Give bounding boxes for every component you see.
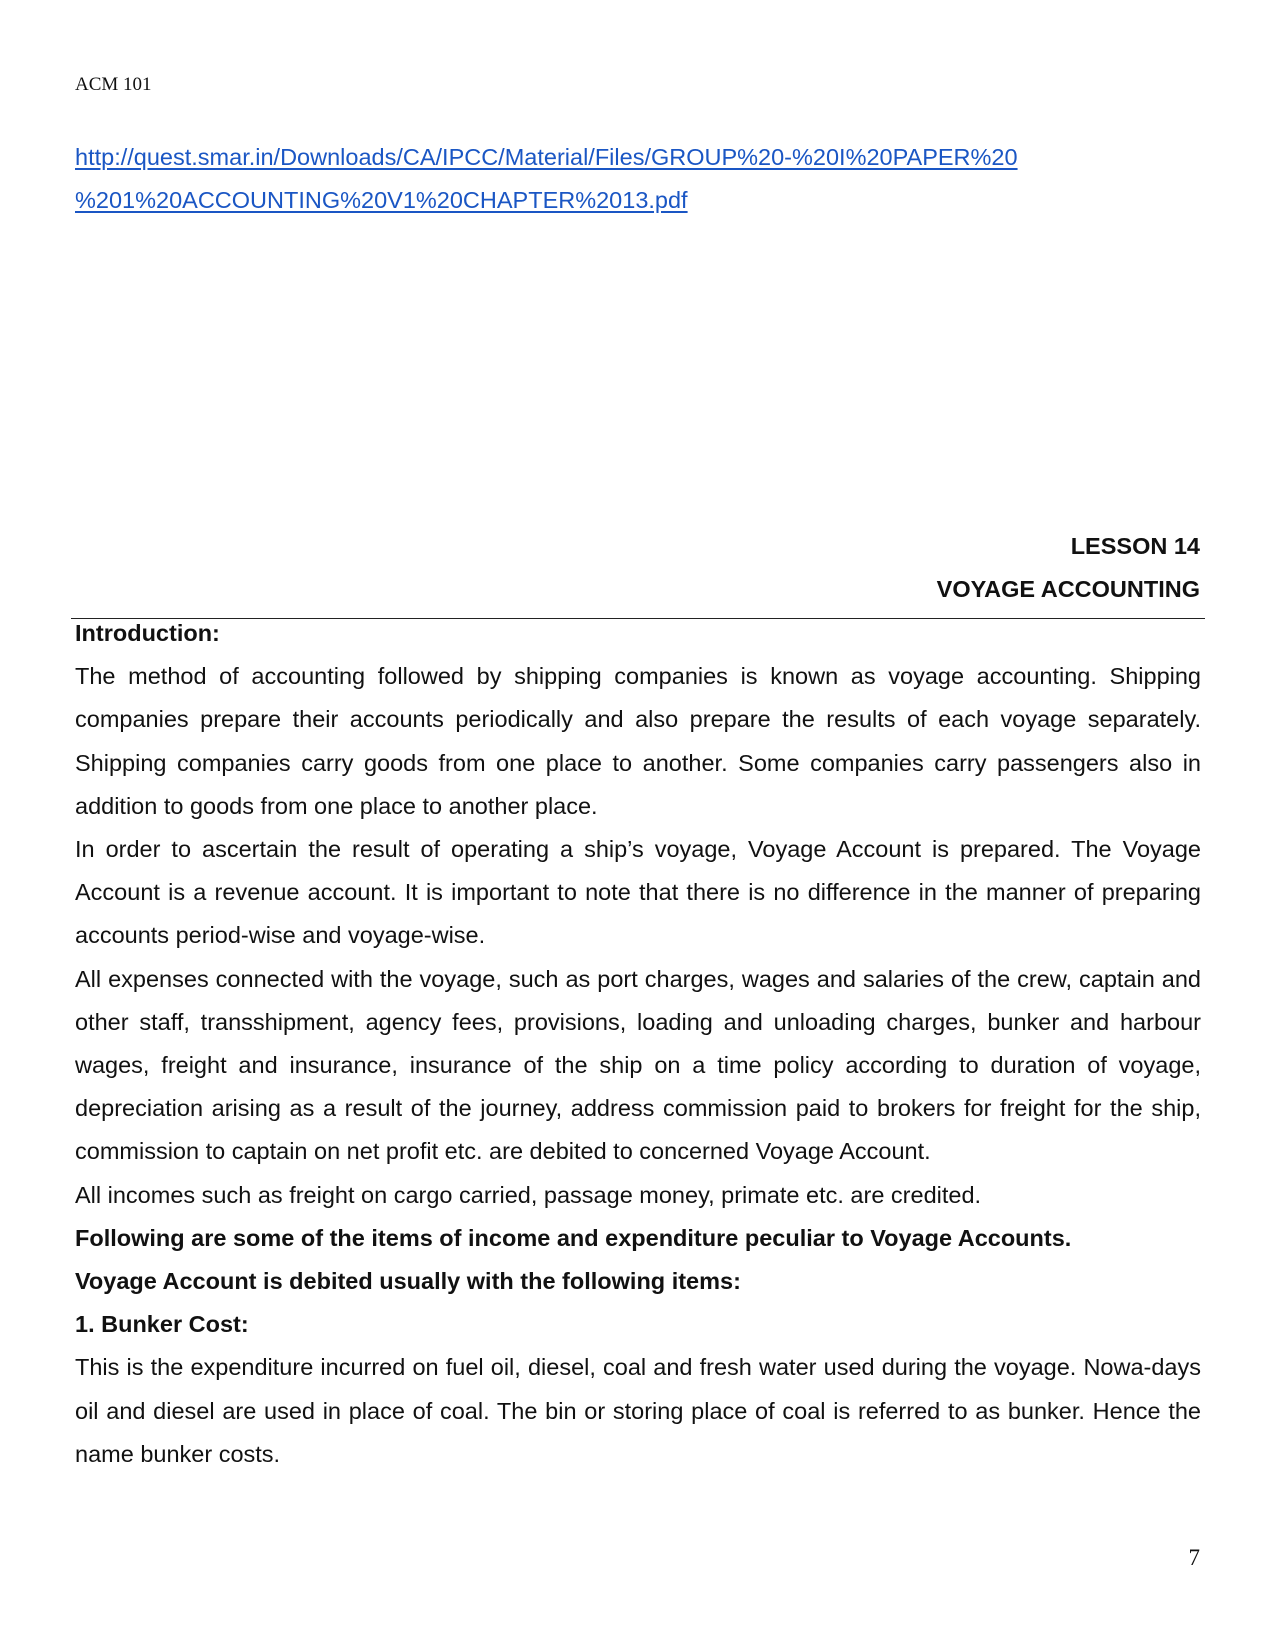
paragraph-incomes: All incomes such as freight on cargo carried, passage money, primate etc. are credited. — [75, 1181, 982, 1208]
paragraph-intro: The method of accounting followed by shipping companies is known as voyage accounting. Shipping companies prepare their accounts periodically and also prepare the results of each voyage separately. Shipping companies carry goods from one place to another. Some companies carry passengers also in addition to goods from one place to another place. — [75, 663, 1201, 819]
reference-link-line-2[interactable]: %201%20ACCOUNTING%20V1%20CHAPTER%2013.pdf — [75, 187, 688, 213]
reference-link-line-1[interactable]: http://quest.smar.in/Downloads/CA/IPCC/Material/Files/GROUP%20-%20I%20PAPER%20 — [75, 144, 1018, 170]
paragraph-voyage-account: In order to ascertain the result of operating a ship’s voyage, Voyage Account is prepared. The Voyage Account is a revenue account. It is important to note that there is no difference in the manner of preparing accounts period-wise and voyage-wise. — [75, 836, 1201, 949]
items-heading: Following are some of the items of income and expenditure peculiar to Voyage Accounts. — [75, 1224, 1072, 1251]
paragraph-expenses: All expenses connected with the voyage, such as port charges, wages and salaries of the crew, captain and other staff, transshipment, agency fees, provisions, loading and unloading charges, bunker and harbour wages, freight and insurance, insurance of the ship on a time policy according to duration of voyage, depreciation arising as a result of the journey, address commission paid to brokers for freight for the ship, commission to captain on net profit etc. are debited to concerned Voyage Account. — [75, 965, 1201, 1165]
reference-link[interactable] — [75, 136, 1195, 222]
bunker-cost-heading: 1. Bunker Cost: — [75, 1311, 249, 1338]
introduction-heading: Introduction: — [75, 620, 220, 646]
lesson-body — [75, 612, 1201, 1476]
lesson-number: LESSON 14 — [1070, 533, 1200, 559]
debit-items-heading: Voyage Account is debited usually with the following items: — [75, 1268, 741, 1295]
paragraph-bunker-cost: This is the expenditure incurred on fuel oil, diesel, coal and fresh water used during the voyage. Nowa-days oil and diesel are used in place of coal. The bin or storing place of coal is referred to as bunker. Hence the name bunker costs. — [75, 1354, 1201, 1467]
lesson-heading — [937, 525, 1200, 611]
course-code: ACM 101 — [75, 74, 152, 95]
lesson-title: VOYAGE ACCOUNTING — [936, 576, 1200, 602]
page-number: 7 — [1188, 1545, 1200, 1570]
